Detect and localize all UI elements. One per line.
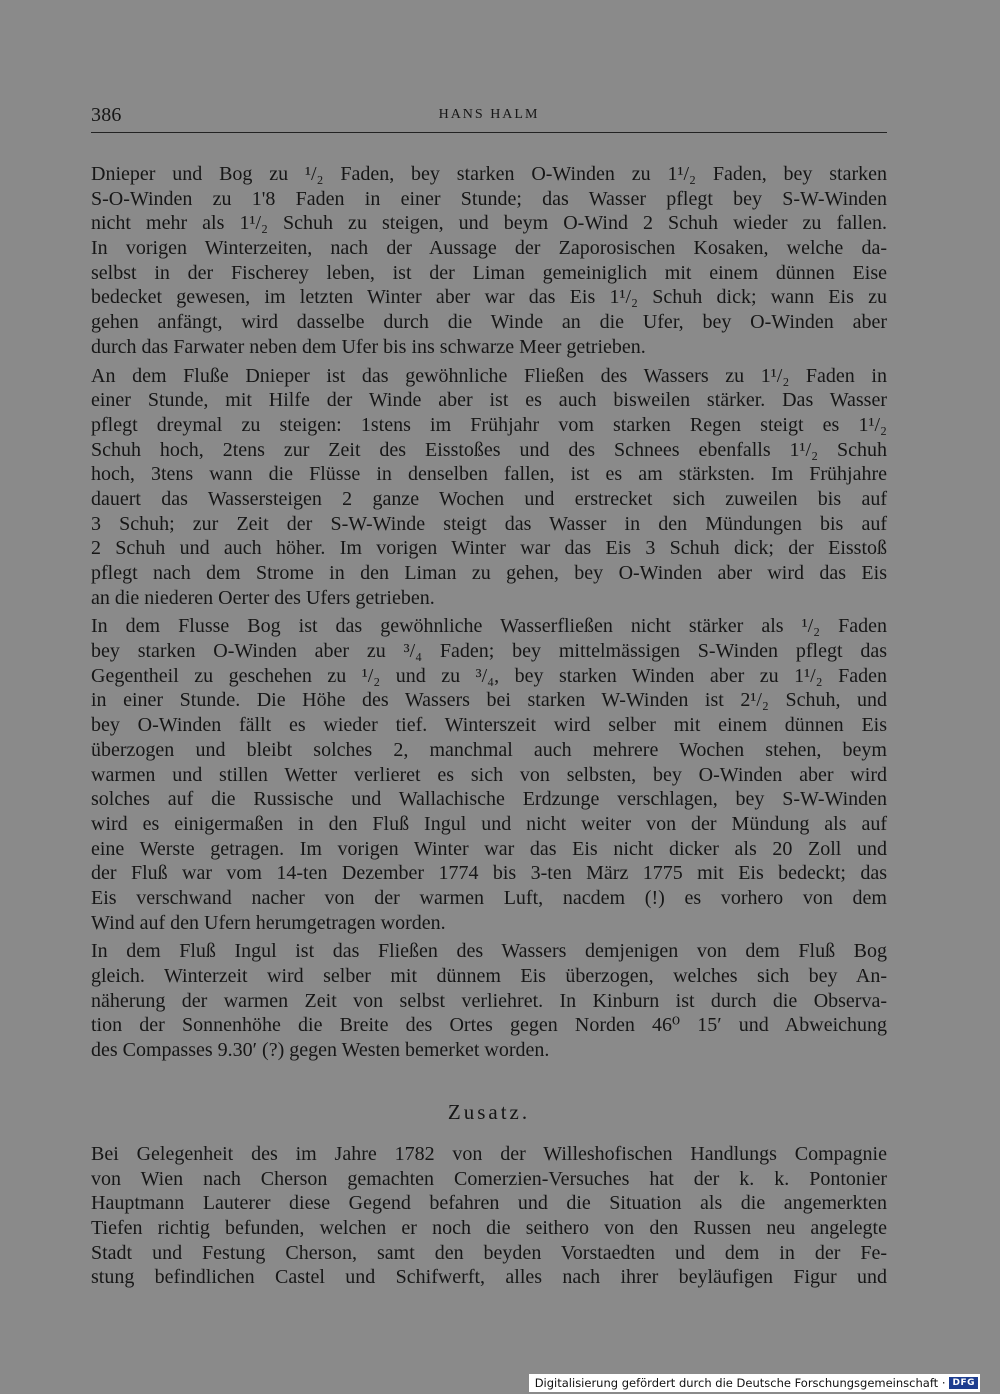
text-line: in einer Stunde. Die Höhe des Wassers bei starken W-Winden ist 2¹/₂ Schuh, und <box>91 689 887 712</box>
text-line: eine Werste getragen. Im vorigen Winter war das Eis nicht dicker als 20 Zoll und <box>91 837 887 860</box>
page-header <box>91 104 887 133</box>
text-line: 2 Schuh und auch höher. Im vorigen Winter war das Eis 3 Schuh dick; der Eisstoß <box>91 537 887 560</box>
text-line: Hauptmann Lauterer diese Gegend befahren und die Situation als die angemerkten <box>91 1192 887 1215</box>
text-line: Eis verschwand nacher von der warmen Luft, nacdem (!) es vorhero von dem <box>91 886 887 909</box>
digitization-footer <box>529 1374 980 1392</box>
page-number: 386 <box>91 104 122 126</box>
paragraph <box>91 162 887 360</box>
paragraph <box>91 614 887 935</box>
text-line: durch das Farwater neben dem Ufer bis ins schwarze Meer getrieben. <box>91 335 646 358</box>
text-line: an die niederen Oerter des Ufers getrieben. <box>91 586 435 609</box>
text-line: Schuh hoch, 2tens zur Zeit des Eisstoßes und des Schnees ebenfalls 1¹/₂ Schuh <box>91 438 887 461</box>
text-line: selbst in der Fischerey leben, ist der Liman gemeiniglich mit einem dünnen Eise <box>91 261 887 284</box>
paragraph <box>91 1142 887 1290</box>
text-line: An dem Fluße Dnieper ist das gewöhnliche Fließen des Wassers zu 1¹/₂ Faden in <box>91 364 887 387</box>
text-line: des Compasses 9.30′ (?) gegen Westen bemerket worden. <box>91 1039 550 1062</box>
text-line: In dem Fluß Ingul ist das Fließen des Wassers demjenigen von dem Fluß Bog <box>91 940 887 963</box>
text-line: gehen anfängt, wird dasselbe durch die Winde an die Ufer, bey O-Winden aber <box>91 311 887 334</box>
section-text <box>91 1142 887 1290</box>
paragraph <box>91 364 887 611</box>
text-line: bedecket gewesen, im letzten Winter aber war das Eis 1¹/₂ Schuh dick; wann Eis zu <box>91 286 887 309</box>
paragraph <box>91 939 887 1062</box>
text-line: der Fluß war vom 14-ten Dezember 1774 bis 3-ten März 1775 mit Eis bedeckt; das <box>91 862 887 885</box>
main-text <box>91 162 887 1063</box>
text-line: näherung der warmen Zeit von selbst verliehret. In Kinburn ist durch die Observa- <box>91 989 887 1012</box>
text-line: Stadt und Festung Cherson, samt den beyden Vorstaedten und dem in der Fe- <box>91 1241 887 1264</box>
text-line: In vorigen Winterzeiten, nach der Aussage der Zaporosischen Kosaken, welche da- <box>91 237 887 260</box>
text-line: tion der Sonnenhöhe die Breite des Ortes gegen Norden 46⁰ 15′ und Abweichung <box>91 1014 887 1037</box>
text-line: überzogen und bleibt solches 2, manchmal auch mehrere Wochen stehen, beym <box>91 738 887 761</box>
footer-credit: Digitalisierung gefördert durch die Deutsche Forschungsgemeinschaft · <box>534 1376 946 1390</box>
text-line: Wind auf den Ufern herumgetragen worden. <box>91 911 446 934</box>
text-line: 3 Schuh; zur Zeit der S-W-Winde steigt das Wasser in den Mündungen bis auf <box>91 512 887 535</box>
text-line: bey O-Winden fällt es wieder tief. Winterszeit wird selber mit einem dünnen Eis <box>91 714 887 737</box>
text-line: stung befindlichen Castel und Schifwerft, alles nach ihrer beyläufigen Figur und <box>91 1266 887 1289</box>
text-line: wird es einigermaßen in den Fluß Ingul und nicht weiter von der Mündung als auf <box>91 812 887 835</box>
dfg-logo-icon: DFG <box>949 1377 978 1389</box>
running-head: HANS HALM <box>438 107 540 122</box>
text-line: Dnieper und Bog zu ¹/₂ Faden, bey starken O-Winden zu 1¹/₂ Faden, bey starken <box>91 163 887 185</box>
section-title: Zusatz. <box>447 1100 531 1124</box>
text-line: bey starken O-Winden aber zu ³/₄ Faden; bey mittelmässigen S-Winden pflegt das <box>91 640 887 663</box>
text-line: Gegentheil zu geschehen zu ¹/₂ und zu ³/₄, bey starken Winden aber zu 1¹/₂ Faden <box>91 664 887 687</box>
text-line: Tiefen richtig befunden, welchen er noch die seithero von den Russen neu angelegte <box>91 1217 887 1240</box>
text-line: pflegt nach dem Strome in den Liman zu gehen, bey O-Winden aber wird das Eis <box>91 562 887 584</box>
text-line: Bei Gelegenheit des im Jahre 1782 von der Willeshofischen Handlungs Compagnie <box>91 1143 887 1165</box>
text-line: gleich. Winterzeit wird selber mit dünnem Eis überzogen, welches sich bey An- <box>91 965 887 987</box>
text-line: hoch, 3tens wann die Flüsse in denselben fallen, ist es am stärksten. Im Frühjahre <box>91 463 887 486</box>
text-line: einer Stunde, mit Hilfe der Winde aber ist es auch bisweilen stärker. Das Wasser <box>91 389 887 412</box>
text-line: pflegt dreymal zu steigen: 1stens im Frühjahr vom starken Regen steigt es 1¹/₂ <box>91 413 887 436</box>
text-line: S-O-Winden zu 1'8 Faden in einer Stunde; das Wasser pflegt bey S-W-Winden <box>91 187 887 210</box>
text-line: nicht mehr als 1¹/₂ Schuh zu steigen, und beym O-Wind 2 Schuh wieder zu fallen. <box>91 212 887 235</box>
text-line: von Wien nach Cherson gemachten Comerzien-Versuches hat der k. k. Pontonier <box>91 1167 887 1190</box>
text-line: warmen und stillen Wetter verlieret es sich von selbsten, bey O-Winden aber wird <box>91 763 887 786</box>
text-line: In dem Flusse Bog ist das gewöhnliche Wasserfließen nicht stärker als ¹/₂ Faden <box>91 615 887 638</box>
text-line: solches auf die Russische und Wallachische Erdzunge verschlagen, bey S-W-Winden <box>91 788 887 811</box>
text-line: dauert das Wassersteigen 2 ganze Wochen und erstrecket sich zuweilen bis auf <box>91 487 887 510</box>
